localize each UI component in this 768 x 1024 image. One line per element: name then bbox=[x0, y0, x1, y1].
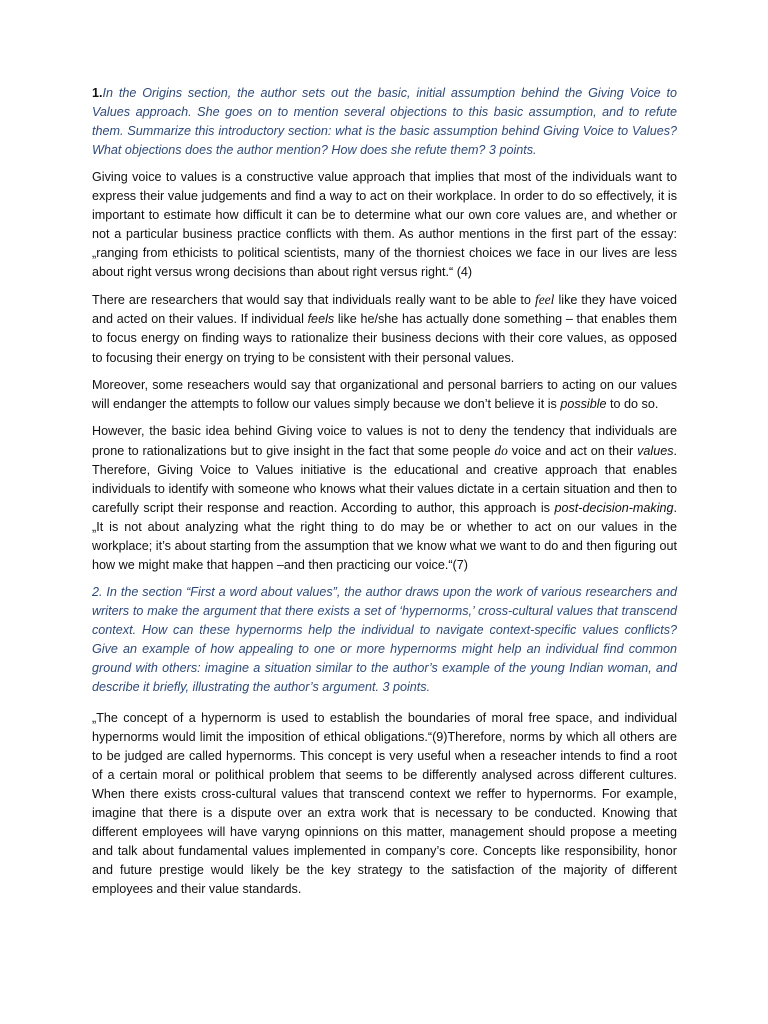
p2-text-c: like he/she has actually done something – that enables them to focus energy on finding ways to rationalize their business decions with their core values, as opposed to focusing their energy on trying to bbox=[92, 312, 678, 365]
question-2-text: In the section “First a word about values”, the author draws upon the work of various researchers and writers to make the argument that there exists a set of ‘hypernorms,’ cross-cultural values that transcend context. How can these hypernorms help the individual to navigate context-specific values conflicts? Give an example of how appealing to one or more hypernorms might help an individual find common ground with others: imagine a situation similar to the author’s example of the young Indian woman, and describe it briefly, illustrating the author’s argument. 3 points. bbox=[92, 585, 677, 694]
answer-paragraph-2 bbox=[92, 290, 677, 368]
answer-paragraph-5: „The concept of a hypernorm is used to establish the boundaries of moral free space, and individual hypernorms would limit the imposition of ethical obligations.“(9)Therefore, norms by which all others are to be judged are called hypernorms. This concept is very useful when a reseacher intends to find a root of a certain moral or polithical problem that seems to be differently analysed across different cultures. When there exists cross-cultural values that transcend context we reffer to hypernorms. For example, imagine that there is a dispute over an extra work that is necessary to be conducted. Knowing that different employees will have varyng opinnions on this matter, management should propose a meeting and talk about fundamental values implemented in company’s core. Concepts like responsibility, honor and future prestige would likely be the key strategy to the satisfaction of the majority of different employees and their value standards. bbox=[92, 711, 677, 896]
p4-text-c: . Therefore, Giving Voice to Values initiative is the educational and creative approach that enables individuals to identify with someone who knows what their values dictate in a certain situation and then to carefully script their response and reaction. According to author, this approach is bbox=[92, 444, 677, 515]
question-1-text: In the Origins section, the author sets out the basic, initial assumption behind the Giving Voice to Values approach. She goes on to mention several objections to this basic assumption, and to refute them. Summarize this introductory section: what is the basic assumption behind Giving Voice to Values? What objections does the author mention? How does she refute them? 3 points. bbox=[92, 86, 677, 157]
p2-text-d: consistent with their personal values. bbox=[304, 351, 515, 365]
document-page bbox=[92, 84, 677, 899]
p3-text-b: to do so. bbox=[606, 397, 659, 411]
p4-text-b: voice and act on their bbox=[507, 444, 638, 458]
answer-paragraph-3 bbox=[92, 376, 677, 414]
p4-text-d: . „It is not about analyzing what the right thing to do may be or whether to act on our values in the workplace; it’s about starting from the assumption that we know what we want to do and then figuring out how we might make that happen –and then practicing our voice.“(7) bbox=[92, 501, 677, 572]
p3-text-a: Moreover, some reseachers would say that organizational and personal barriers to acting on our values will endanger the attempts to follow our values simply because we don’t believe it is bbox=[92, 378, 677, 411]
question-2-number: 2. bbox=[92, 585, 103, 599]
question-2 bbox=[92, 583, 677, 697]
p2-emphasis-be: be bbox=[292, 350, 305, 365]
p4-emphasis-do: do bbox=[494, 443, 508, 458]
answer-paragraph-1: Giving voice to values is a constructive value approach that implies that most of the individuals want to express their value judgements and find a way to act on their workplace. In order to do so effectively, it is important to estimate how difficult it can be to determine what our own core values are, and whether or not a particular business practice conflicts with them. As author mentions in the first part of the essay: „ranging from ethicists to political scientists, many of the thorniest choices we face in our lives are less about right versus wrong decisions than about right versus right.“ (4) bbox=[92, 170, 677, 279]
p4-emphasis-values: values bbox=[637, 444, 674, 458]
p2-emphasis-feel: feel bbox=[534, 292, 555, 307]
p2-text-a: There are researchers that would say that individuals really want to be able to bbox=[92, 293, 535, 307]
answer-paragraph-4 bbox=[92, 422, 677, 575]
p2-text-b: like they have voiced and acted on their values. If individual bbox=[92, 293, 677, 326]
p3-emphasis-possible: possible bbox=[560, 397, 607, 411]
p4-text-a: However, the basic idea behind Giving voice to values is not to deny the tendency that individuals are prone to rationalizations but to give insight in the fact that some people bbox=[92, 424, 677, 458]
question-1 bbox=[92, 84, 677, 160]
p2-emphasis-feels: feels bbox=[307, 312, 335, 326]
p4-emphasis-post-decision: post-decision-making bbox=[554, 501, 674, 515]
question-1-number: 1. bbox=[92, 86, 103, 100]
